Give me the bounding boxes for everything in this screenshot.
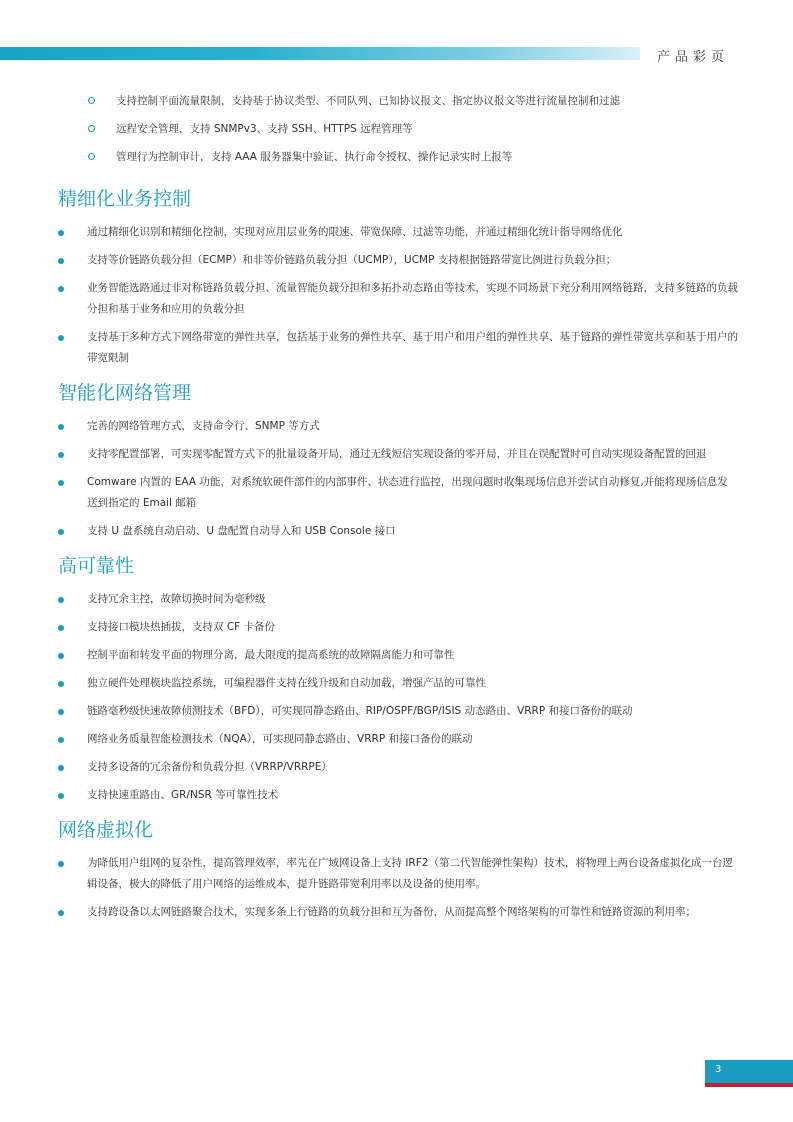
bullet-dot-icon [58, 910, 64, 916]
list-item [0, 617, 793, 638]
section-title-fine-control: 精细化业务控制 [58, 188, 192, 210]
page-header-title: 产品彩页 [656, 50, 729, 65]
list-item-text: 支持快速重路由、GR/NSR 等可靠性技术 [87, 789, 279, 801]
list-item-text: 支持 U 盘系统自动启动、U 盘配置自动导入和 USB Console 接口 [87, 525, 396, 537]
list-item-text: 支持多设备的冗余备份和负载分担（VRRP/VRRPE） [87, 761, 332, 773]
list-item [0, 785, 793, 806]
list-item-text: 支持跨设备以太网链路聚合技术，实现多条上行链路的负载分担和互为备份，从而提高整个网络架构的可靠性和链路资源的利用率； [87, 906, 696, 918]
list-item-text: 支持基于多种方式下网络带宽的弹性共享，包括基于业务的弹性共享、基于用户和用户组的弹性共享、基于链路的弹性带宽共享和基于用户的带宽限制 [87, 331, 738, 364]
bullet-dot-icon [58, 653, 64, 659]
header-band [0, 47, 640, 60]
list-item-text: 独立硬件处理模块监控系统，可编程器件支持在线升级和自动加载，增强产品的可靠性 [87, 677, 486, 689]
intro-list-item [0, 92, 793, 120]
list-item [0, 645, 793, 666]
page-number: 3 [715, 1064, 722, 1075]
circle-bullet-icon [88, 97, 95, 104]
bullet-dot-icon [58, 424, 64, 430]
list-item [0, 327, 793, 369]
list-item [0, 902, 793, 923]
list-item-text: 业务智能选路通过非对称链路负载分担、流量智能负载分担和多拓扑动态路由等技术，实现不同场景下充分利用网络链路，支持多链路的负载分担和基于业务和应用的负载分担 [87, 282, 738, 315]
bullet-dot-icon [58, 625, 64, 631]
list-item [0, 757, 793, 778]
bullet-dot-icon [58, 258, 64, 264]
list-item-text: 链路毫秒级快速故障侦测技术（BFD），可实现同静态路由、RIP/OSPF/BGP/ISIS 动态路由、VRRP 和接口备份的联动 [87, 705, 633, 717]
list-item [0, 853, 793, 895]
list-item-text: 完善的网络管理方式，支持命令行、SNMP 等方式 [87, 420, 320, 432]
list-item [0, 701, 793, 722]
bullet-dot-icon [58, 286, 64, 292]
list-item-text: 为降低用户组网的复杂性，提高管理效率，率先在广域网设备上支持 IRF2（第二代智能弹性架构）技术，将物理上两台设备虚拟化成一台逻辑设备，极大的降低了用户网络的运维成本，提升链路带宽利用率以及设备的使用率。 [87, 857, 733, 890]
section-title-network-management: 智能化网络管理 [58, 382, 192, 404]
section-title-network-virtualization: 网络虚拟化 [58, 819, 154, 841]
bullet-dot-icon [58, 765, 64, 771]
list-item-text: 通过精细化识别和精细化控制，实现对应用层业务的限速、带宽保障、过滤等功能，并通过精细化统计指导网络优化 [87, 226, 623, 238]
circle-bullet-icon [88, 153, 95, 160]
footer-accent-bar [705, 1083, 793, 1087]
list-item [0, 222, 793, 243]
bullet-dot-icon [58, 335, 64, 341]
bullet-dot-icon [58, 709, 64, 715]
list-item [0, 521, 793, 542]
bullet-dot-icon [58, 480, 64, 486]
bullet-dot-icon [58, 681, 64, 687]
list-item [0, 444, 793, 465]
bullet-dot-icon [58, 452, 64, 458]
list-item [0, 673, 793, 694]
list-item [0, 589, 793, 610]
circle-bullet-icon [88, 125, 95, 132]
list-item-text: 网络业务质量智能检测技术（NQA），可实现同静态路由、VRRP 和接口备份的联动 [87, 733, 473, 745]
bullet-dot-icon [58, 230, 64, 236]
intro-item-text: 支持控制平面流量限制，支持基于协议类型、不同队列、已知协议报文、指定协议报文等进行流量控制和过滤 [116, 95, 620, 107]
section-title-high-reliability: 高可靠性 [58, 555, 135, 577]
intro-list-item [0, 148, 793, 176]
list-item-text: Comware 内置的 EAA 功能，对系统软硬件部件的内部事件、状态进行监控，出现问题时收集现场信息并尝试自动修复,并能将现场信息发送到指定的 Email 邮箱 [87, 476, 728, 509]
bullet-dot-icon [58, 793, 64, 799]
list-item [0, 472, 793, 514]
bullet-dot-icon [58, 861, 64, 867]
bullet-dot-icon [58, 597, 64, 603]
list-item [0, 278, 793, 320]
page-number-badge [705, 1060, 793, 1083]
bullet-dot-icon [58, 737, 64, 743]
list-item-text: 控制平面和转发平面的物理分离，最大限度的提高系统的故障隔离能力和可靠性 [87, 649, 455, 661]
page-content [0, 92, 793, 930]
list-item-text: 支持等价链路负载分担（ECMP）和非等价链路负载分担（UCMP），UCMP 支持根据链路带宽比例进行负载分担； [87, 254, 617, 266]
list-item [0, 250, 793, 271]
list-item-text: 支持零配置部署，可实现零配置方式下的批量设备开局，通过无线短信实现设备的零开局，并且在误配置时可自动实现设备配置的回退 [87, 448, 707, 460]
list-item-text: 支持冗余主控，故障切换时间为毫秒级 [87, 593, 266, 605]
list-item [0, 416, 793, 437]
bullet-dot-icon [58, 529, 64, 535]
intro-item-text: 管理行为控制审计，支持 AAA 服务器集中验证、执行命令授权、操作记录实时上报等 [116, 151, 513, 163]
list-item [0, 729, 793, 750]
intro-item-text: 远程安全管理，支持 SNMPv3、支持 SSH、HTTPS 远程管理等 [116, 123, 413, 135]
intro-list-item [0, 120, 793, 148]
list-item-text: 支持接口模块热插拔，支持双 CF 卡备份 [87, 621, 276, 633]
